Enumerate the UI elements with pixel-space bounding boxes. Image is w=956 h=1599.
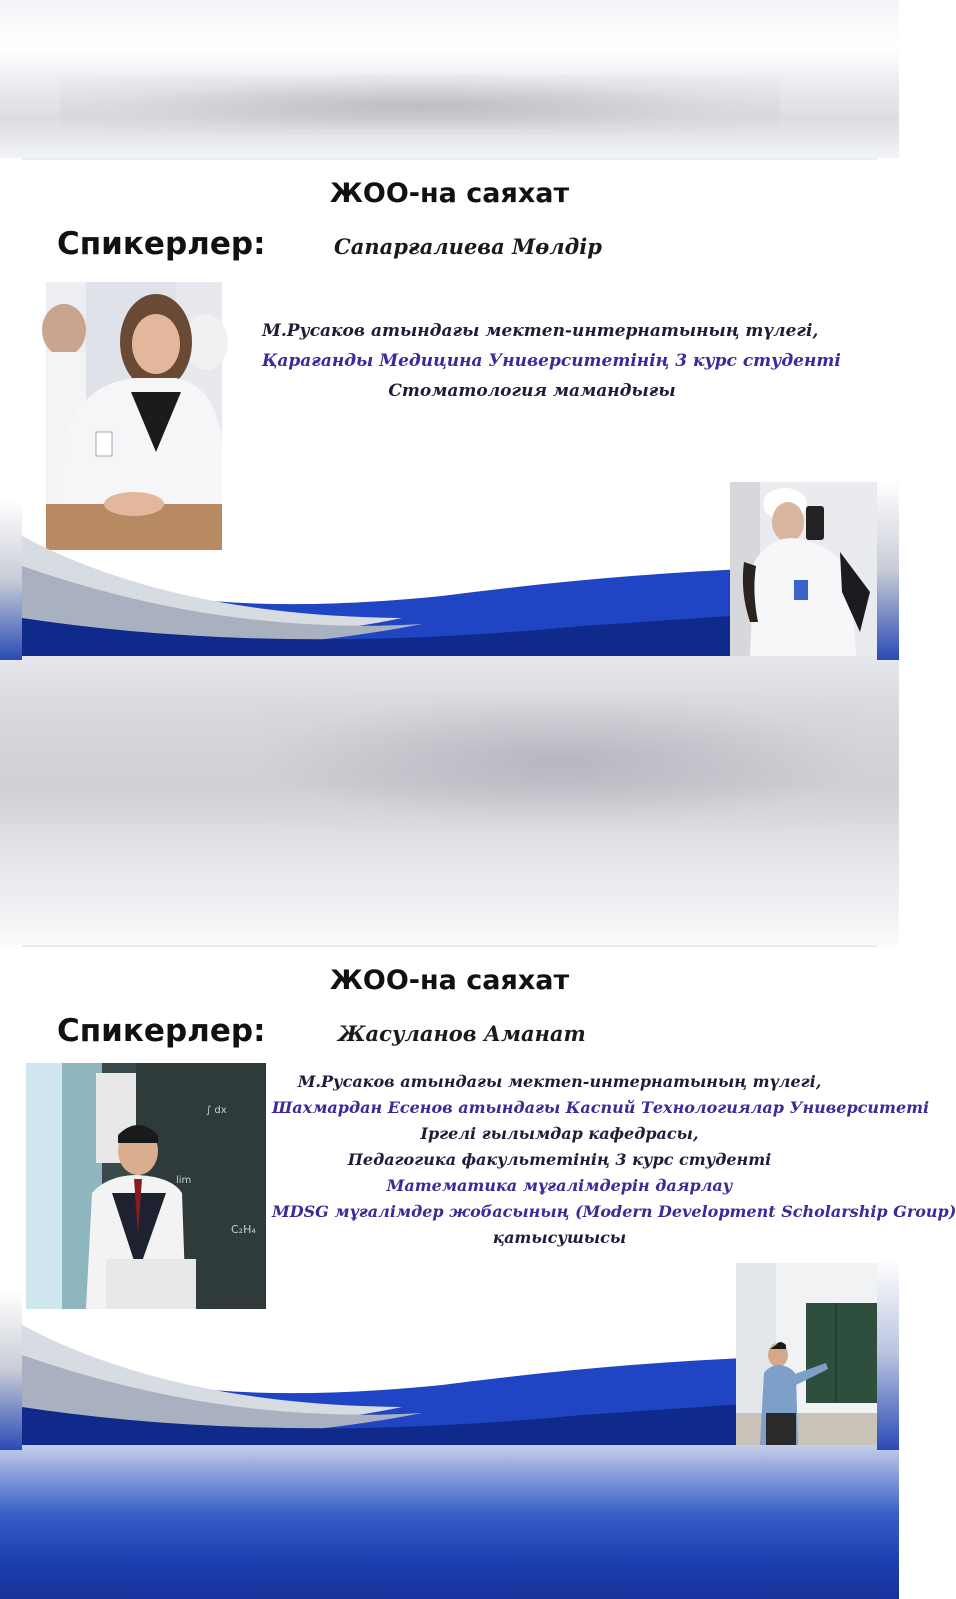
blur-edge [0,500,22,660]
description-line: қатысушысы [492,1228,627,1247]
description-line: Стоматология мамандығы [388,381,676,401]
speakers-label: Спикерлер: [57,1013,266,1049]
description-line: М.Русаков атындағы мектеп-интернатының түлегі, [262,321,819,341]
speaker-name: Сапарғалиева Мөлдір [334,234,602,259]
slide-title: ЖОО-на саяхат [329,178,570,209]
speaker-photo-secondary [730,482,877,656]
slide-2[interactable] [22,945,956,1445]
slide-title: ЖОО-на саяхат [329,965,570,996]
svg-text:lim: lim [176,1175,192,1186]
blurred-bottom-background [0,1443,899,1599]
description-line: Шахмардан Есенов атындағы Каспий Технологиялар Университеті [272,1098,930,1117]
speaker-description [272,1069,956,1251]
speaker-photo [46,282,222,550]
description-line: MDSG мұғалімдер жобасының (Modern Development Scholarship Group) [272,1202,956,1221]
svg-text:∫ dx: ∫ dx [206,1105,227,1116]
blur-edge [877,480,899,660]
slide-1[interactable] [22,158,877,656]
description-line: М.Русаков атындағы мектеп-интернатының түлегі, [297,1072,822,1091]
blur-edge [0,1290,22,1450]
description-line: Қарағанды Медицина Университетінің 3 курс студенті [262,351,841,371]
blurred-top-background [0,0,899,158]
speaker-photo-secondary [736,1263,877,1445]
svg-text:C₂H₄: C₂H₄ [231,1223,256,1236]
description-line: Іргелі ғылымдар кафедрасы, [420,1124,699,1143]
speakers-label: Спикерлер: [57,226,266,262]
blurred-middle-background [0,655,899,945]
blur-edge [877,1260,899,1450]
description-line: Педагогика факультетінің 3 курс студенті [347,1150,772,1169]
speaker-name: Жасуланов Аманат [338,1021,586,1046]
speaker-photo [26,1063,266,1309]
speaker-description [262,316,841,406]
description-line: Математика мұғалімдерін даярлау [386,1176,733,1195]
